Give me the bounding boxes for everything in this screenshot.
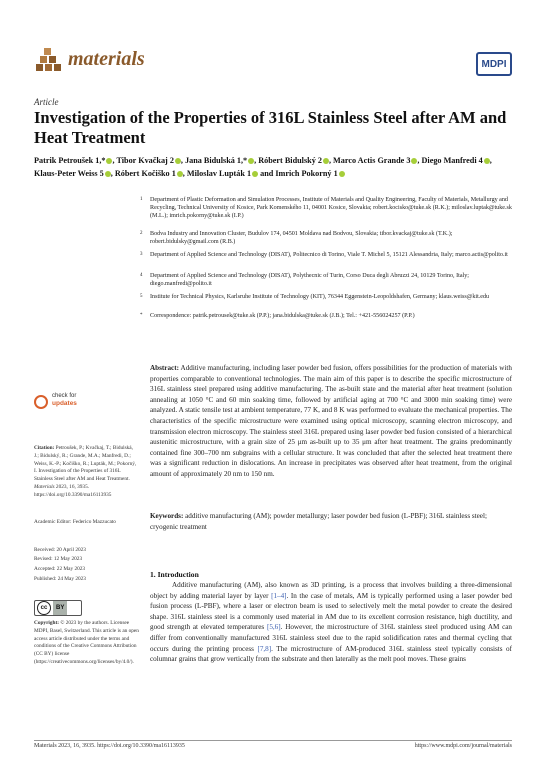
affiliation: [140, 196, 512, 221]
orcid-icon[interactable]: [339, 171, 345, 177]
abstract-label: Abstract:: [150, 364, 179, 372]
affiliation: [140, 230, 512, 246]
reference-link[interactable]: [1–4]: [271, 591, 287, 600]
orcid-icon[interactable]: [323, 158, 329, 164]
affiliation-number: 5: [140, 294, 143, 299]
author-list: Patrik Petroušek 1,* , Tibor Kvačkaj 2 , Jana Bidulská 1,* , Róbert Bidulský 2 , Marco Actis Grande 3 , Diego Manfredi 4 , Klaus-Peter Weiss 5 , Róbert Kočiško 1 , Miloslav Lupták 1 and Imrich Pokorný 1: [34, 156, 492, 178]
by-icon: BY: [53, 601, 67, 615]
affiliation-text: Department of Plastic Deformation and Simulation Processes, Institute of Materials and Quality Engineering, Faculty of Materials, Metallurgy and Recycling, Technical University of Kosice, Park Komenského 11, 04001 Kosice, Slovakia; robert.kocisko@tuke.sk (R.K.); miloslav.luptak@tuke.sk (M.L.); imrich.pokorny@tuke.sk (I.P.): [150, 197, 512, 220]
affiliation-text: Department of Applied Science and Technology (DISAT), Politecnico di Torino, Viale T. Michel 5, 15121 Alessandria, Italy; marco.actis@polito.it: [150, 252, 508, 258]
affiliation-number: 3: [140, 252, 143, 257]
author[interactable]: Miloslav Lupták 1: [186, 169, 252, 178]
abstract-text: Additive manufacturing, including laser powder bed fusion, offers possibilities for the production of materials with properties comparable to conventional technologies. The main aim of this paper is to describe the specific microstructure of 316L stainless steel prepared using additive manufacturing. The as-built state and the material after heat treatment (solution annealing at 1050 °C and 60 min soaking time, followed by artificial aging at 700 °C and 3000 min soaking time) were analyzed. A static tensile test at ambient temperature, 77 K, and 8 K was performed to evaluate the mechanical properties. The characteristics of the specific microstructure were examined using optical microscopy, scanning electron microscopy, and transmission electron microscopy. The stainless steel 316L prepared using laser powder bed fusion consisted of a hierarchical austenitic microstructure, with a grain size of 25 μm as-built up to 35 μm after heat treatment. The grains predominantly contained fine 300–700 nm subgrains with a cellular structure. It was concluded that after the selected heat treatment there was a significant reduction in dislocations. An increase in precipitates was observed after heat treatment, from the original amount of approximately 20 nm to 150 nm.: [150, 364, 512, 478]
affiliation: [140, 251, 512, 259]
author[interactable]: Róbert Kočiško 1: [114, 169, 176, 178]
correspondence: [140, 312, 512, 320]
introduction-paragraph: [150, 580, 512, 665]
affiliation-text: Department of Applied Science and Technology (DISAT), Polythecnic of Turin, Corso Duca degli Abruzzi 24, 10129 Torino, Italy; diego.manfredi@polito.it: [150, 273, 469, 288]
footer-journal-link[interactable]: https://www.mdpi.com/journal/materials: [414, 743, 512, 749]
intro-text: . In the case of metals, AM is typically performed using a laser powder bed fusion process (L-PBF), where a laser or electron beam is used to selectively melt the metal powder to create the desired shape. 316L stainless steel is a commonly used material in AM due to its excellent corrosion resistance, high ductility, and good strength at elevated temperatures: [150, 591, 513, 632]
affiliation: [140, 272, 512, 288]
author[interactable]: Róbert Bidulský 2: [258, 156, 322, 165]
abstract: [150, 363, 512, 480]
received-date: Received: 20 April 2023: [34, 547, 86, 553]
orcid-icon[interactable]: [248, 158, 254, 164]
revised-date: Revised: 12 May 2023: [34, 556, 83, 562]
author[interactable]: Patrik Petroušek 1,*: [34, 156, 106, 165]
reference-link[interactable]: [7,8]: [257, 644, 272, 653]
correspondence-text: Correspondence: patrik.petrousek@tuke.sk (P.P.); jana.bidulska@tuke.sk (J.B.); Tel.: +421-556024257 (P.P.): [150, 313, 415, 319]
citation-label: Citation:: [34, 445, 55, 451]
cc-by-license-badge[interactable]: [34, 600, 82, 616]
author[interactable]: Tibor Kvačkaj 2: [116, 156, 174, 165]
affiliation-text: Institute for Technical Physics, Karlsruhe Institute of Technology (KIT), 76344 Eggenstein-Leopoldshafen, Germany; klaus.weiss@kit.edu: [150, 294, 490, 300]
copyright-text: © 2023 by the authors. Licensee MDPI, Basel, Switzerland. This article is an open access article distributed under the terms and conditions of the Creative Commons Attribution (CC BY) license (https://creativecommons.org/licenses/by/4.0/).: [34, 620, 139, 665]
intro-text: Additive manufacturing (AM), also known as 3D printing, is a process that involves building a three-dimensional object by adding material layer by layer: [150, 581, 512, 600]
keywords: [150, 511, 512, 532]
affiliation: [140, 293, 512, 301]
copyright-label: Copyright:: [34, 620, 60, 626]
citation: [34, 445, 139, 500]
intro-text: . The microstructure of AM-produced 316L stainless steel typically consists of columnar grains that grow vertically from the substrate and then laterally as the melt pool moves. These grains: [150, 644, 512, 664]
author[interactable]: Klaus-Peter Weiss 5: [34, 169, 104, 178]
orcid-icon[interactable]: [484, 158, 490, 164]
affiliation-number: 1: [140, 197, 143, 202]
check-for-updates-button[interactable]: [34, 393, 94, 419]
article-title: Investigation of the Properties of 316L Stainless Steel after AM and Heat Treatment: [34, 108, 507, 147]
orcid-icon[interactable]: [411, 158, 417, 164]
check-updates-icon: [34, 395, 48, 409]
footer-citation[interactable]: Materials 2023, 16, 3935. https://doi.org/10.3390/ma16113935: [34, 743, 185, 749]
keywords-text: additive manufacturing (AM); powder metallurgy; laser powder bed fusion (L-PBF); 316L stainless steel; cryogenic treatment: [150, 512, 487, 531]
journal-logo-icon: [34, 44, 64, 74]
author[interactable]: Marco Actis Grande 3: [333, 156, 411, 165]
citation-doi[interactable]: 2023, 16, 3935. https://doi.org/10.3390/ma16113935: [34, 483, 112, 498]
academic-editor: Academic Editor: Federico Mazzucato: [34, 519, 116, 525]
author[interactable]: Diego Manfredi 4: [421, 156, 483, 165]
author[interactable]: Imrich Pokorný 1: [275, 169, 338, 178]
section-heading: 1. Introduction: [150, 570, 199, 579]
orcid-icon[interactable]: [106, 158, 112, 164]
check-updates-label: [52, 393, 77, 408]
affiliation-number: 2: [140, 231, 143, 236]
intro-text: . However, the microstructure of 316L stainless steel produced using AM can differ from conventionally manufactured 316L stainless steel due to the rapid solidification rates and thermal cycling that occurs during the printing process: [150, 623, 513, 653]
orcid-icon[interactable]: [105, 171, 111, 177]
mdpi-logo: MDPI: [476, 52, 512, 76]
check-updates-line2: updates: [52, 400, 77, 407]
orcid-icon[interactable]: [177, 171, 183, 177]
check-updates-line1: check for: [52, 393, 77, 399]
orcid-icon[interactable]: [252, 171, 258, 177]
citation-journal: Materials: [34, 483, 55, 490]
affiliation-number: *: [140, 313, 143, 318]
footer-divider: [34, 740, 512, 741]
creative-commons-icon: cc: [37, 601, 51, 615]
affiliation-number: 4: [140, 273, 143, 278]
citation-text: Petroušek, P.; Kvačkaj, T.; Bidulská, J.; Bidulský, R.; Grande, M.A.; Manfredi, D.; Weiss, K.-P.; Kočiško, R.; Lupták, M.; Pokorný, I. Investigation of the Properties of 316L Stainless Steel after AM and Heat Treatment.: [34, 445, 137, 483]
journal-name: materials: [68, 48, 145, 70]
keywords-label: Keywords:: [150, 512, 184, 520]
reference-link[interactable]: [5,6]: [266, 623, 281, 632]
author[interactable]: Jana Bidulská 1,*: [185, 156, 248, 165]
orcid-icon[interactable]: [175, 158, 181, 164]
published-date: Published: 24 May 2023: [34, 576, 86, 582]
article-type: Article: [34, 97, 59, 107]
affiliation-text: Bodva Industry and Innovation Cluster, Budulov 174, 04501 Moldava nad Bodvou, Slovakia; tibor.kvackaj@tuke.sk (T.K.); robert.bidulsky@gmail.com (R.B.): [150, 231, 453, 246]
copyright: [34, 620, 139, 667]
accepted-date: Accepted: 22 May 2023: [34, 566, 86, 572]
journal-logo: [34, 44, 174, 76]
